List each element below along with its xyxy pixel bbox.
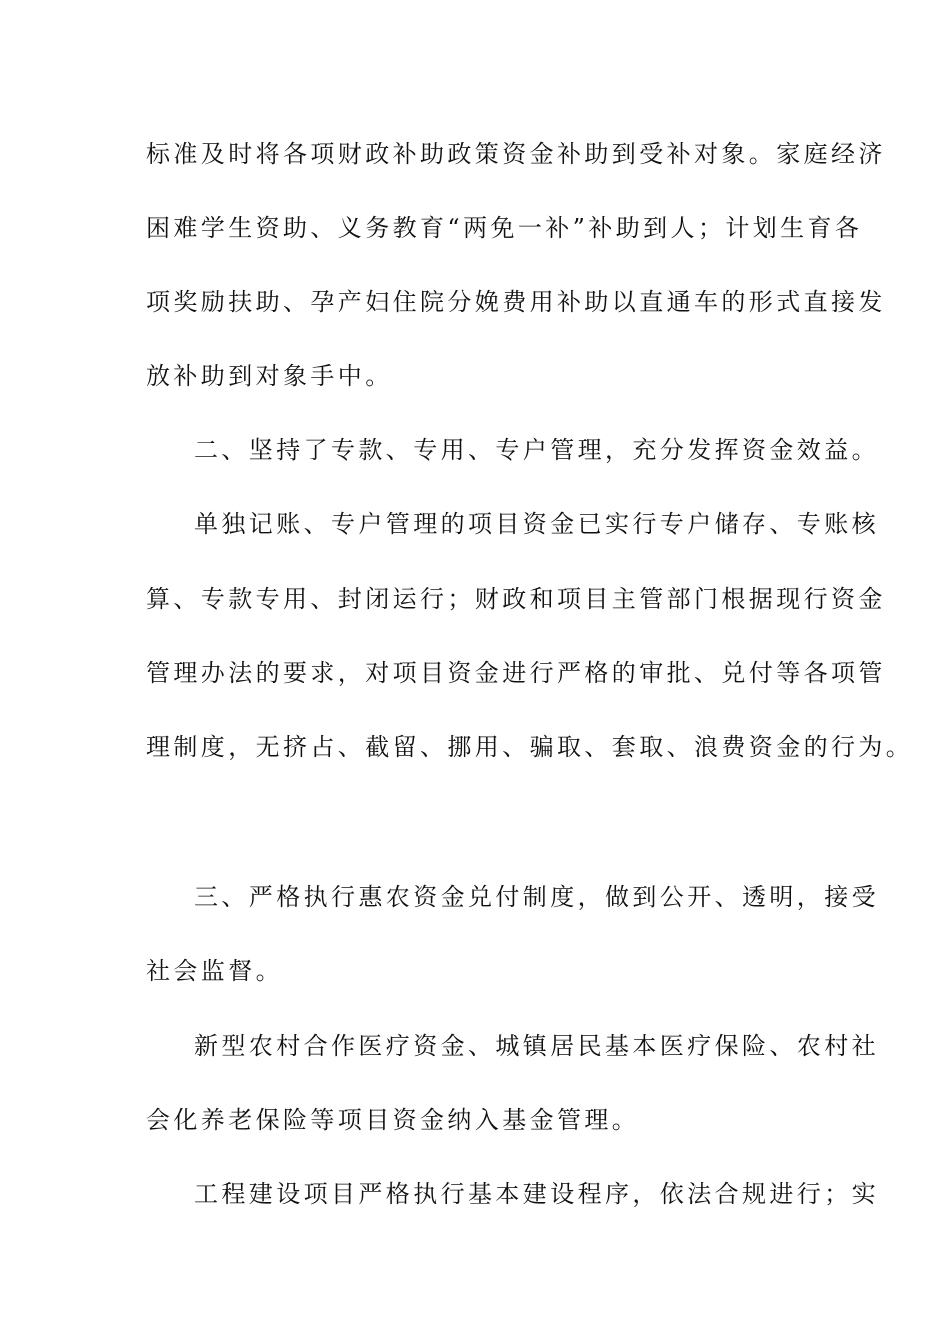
- text-line: 工程建设项目严格执行基本建设程序，依法合规进行；实: [194, 1180, 879, 1208]
- text-line: 二、坚持了专款、专用、专户管理，充分发挥资金效益。: [194, 436, 879, 464]
- text-line: 社会监督。: [146, 957, 283, 985]
- text-line: 项奖励扶助、孕产妇住院分娩费用补助以直通车的形式直接发: [146, 288, 886, 316]
- text-line: 困难学生资助、义务教育“两免一补”补助到人；计划生育各: [146, 214, 863, 242]
- text-line: 单独记账、专户管理的项目资金已实行专户储存、专账核: [194, 510, 879, 538]
- text-line: 放补助到对象手中。: [146, 362, 393, 390]
- text-line: 标准及时将各项财政补助政策资金补助到受补对象。家庭经济: [146, 140, 886, 168]
- text-line: 理制度，无挤占、截留、挪用、骗取、套取、浪费资金的行为。: [146, 733, 914, 761]
- text-line: 管理办法的要求，对项目资金进行严格的审批、兑付等各项管: [146, 659, 886, 687]
- text-line: 三、严格执行惠农资金兑付制度，做到公开、透明，接受: [194, 883, 879, 911]
- text-line: 算、专款专用、封闭运行；财政和项目主管部门根据现行资金: [146, 585, 886, 613]
- text-line: 新型农村合作医疗资金、城镇居民基本医疗保险、农村社: [194, 1032, 879, 1060]
- text-line: 会化养老保险等项目资金纳入基金管理。: [146, 1106, 640, 1134]
